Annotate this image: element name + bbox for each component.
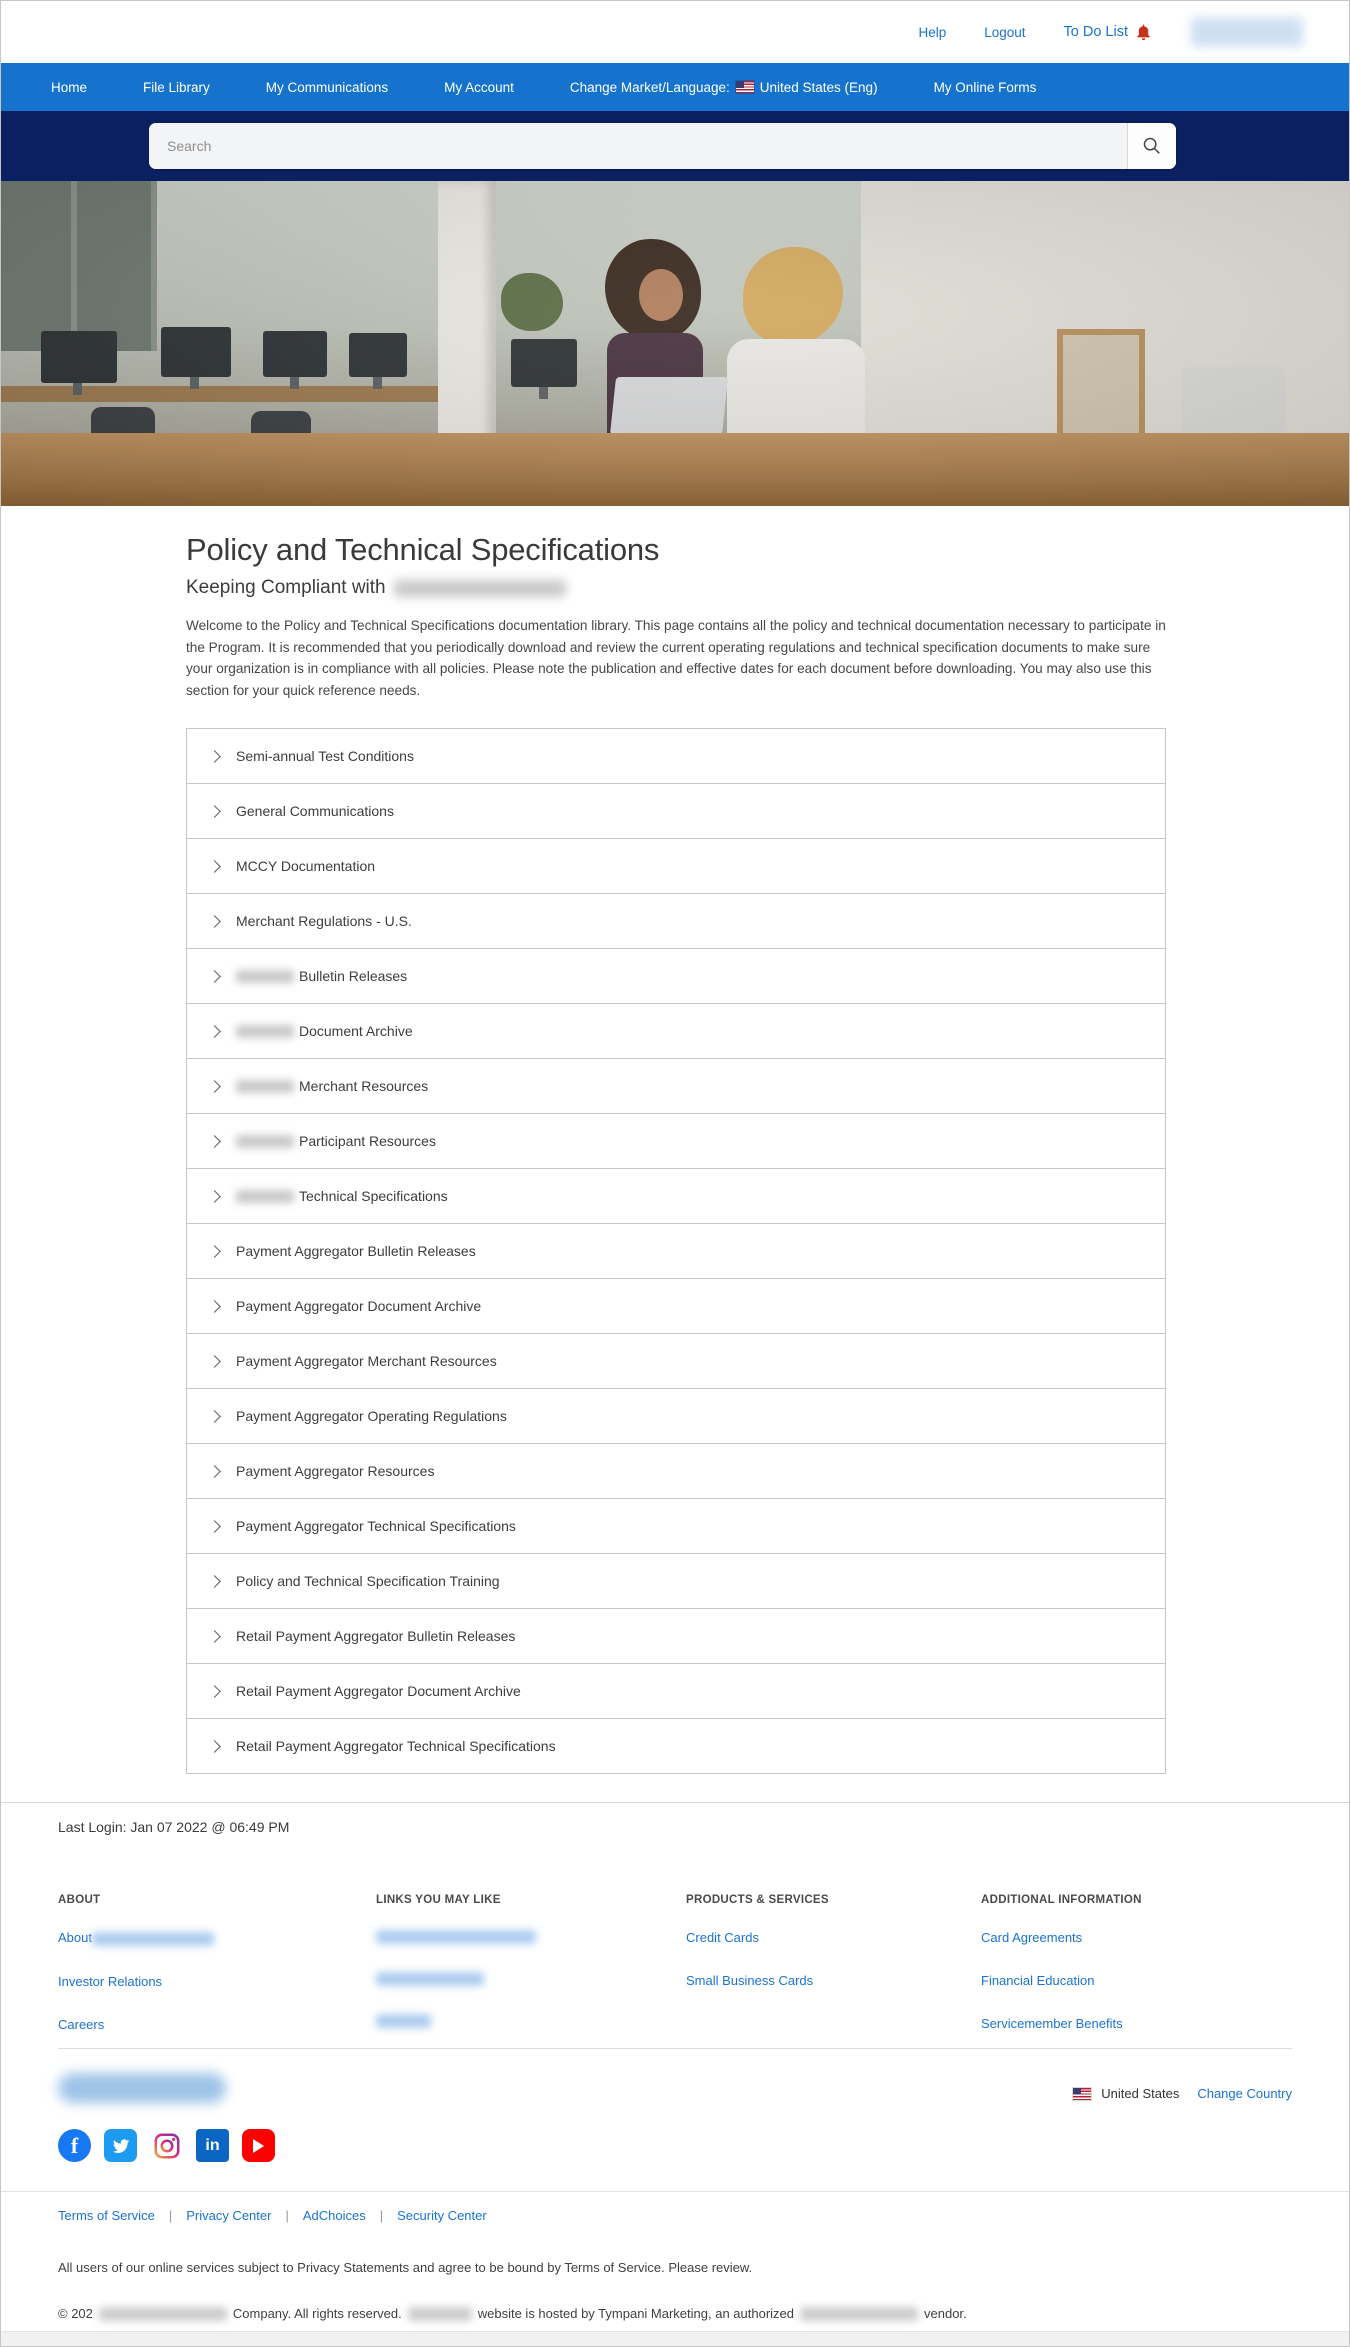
- footer-column: [376, 1894, 536, 2056]
- footer-column-heading: ABOUT: [58, 1894, 101, 1906]
- accordion-item[interactable]: [187, 894, 1165, 949]
- logout-link[interactable]: Logout: [984, 24, 1026, 40]
- accordion-item-label: [236, 1298, 481, 1314]
- legal-links-row: [58, 2208, 487, 2223]
- accordion-item[interactable]: [187, 1169, 1165, 1224]
- accordion-item-text: Participant Resources: [299, 1133, 436, 1149]
- chevron-right-icon: [208, 1355, 221, 1368]
- accordion-item-text: General Communications: [236, 803, 394, 819]
- chevron-right-icon: [208, 1080, 221, 1093]
- main-navbar: [1, 63, 1349, 111]
- company-logo-redacted[interactable]: [58, 2073, 226, 2103]
- chevron-right-icon: [208, 1245, 221, 1258]
- redacted-program-name: [394, 580, 566, 597]
- accordion-item[interactable]: [187, 949, 1165, 1004]
- change-country-link[interactable]: Change Country: [1197, 2086, 1292, 2101]
- redacted-text: [236, 1025, 294, 1038]
- search-box: [149, 123, 1176, 169]
- footer-link[interactable]: Servicemember Benefits: [981, 2016, 1123, 2031]
- copyright-line: [58, 2306, 967, 2321]
- footer-link[interactable]: [58, 1930, 214, 1946]
- accordion-item[interactable]: [187, 1444, 1165, 1499]
- chevron-right-icon: [208, 1190, 221, 1203]
- accordion-item[interactable]: [187, 784, 1165, 839]
- footer-column: [981, 1894, 1142, 2059]
- chevron-right-icon: [208, 1575, 221, 1588]
- instagram-icon[interactable]: [150, 2129, 183, 2162]
- chevron-right-icon: [208, 860, 221, 873]
- nav-file-library[interactable]: File Library: [143, 79, 210, 95]
- accordion-item-text: Payment Aggregator Document Archive: [236, 1298, 482, 1314]
- search-icon: [1141, 135, 1163, 157]
- accordion-item[interactable]: [187, 1719, 1165, 1773]
- legal-link-separator: |: [285, 2208, 289, 2223]
- accordion-item-label: [236, 1463, 434, 1479]
- accordion-item-label: [236, 1628, 515, 1644]
- search-button[interactable]: [1127, 123, 1176, 169]
- copyright-text: © 202: [58, 2306, 93, 2321]
- footer-link[interactable]: Card Agreements: [981, 1930, 1083, 1945]
- redacted-text: [376, 1930, 536, 1944]
- footer-column-heading: LINKS YOU MAY LIKE: [376, 1894, 501, 1906]
- accordion-item-label: [236, 1078, 428, 1094]
- subtitle-text: Keeping Compliant with: [186, 577, 386, 598]
- accordion-item[interactable]: [187, 729, 1165, 784]
- accordion-item-text: Semi-annual Test Conditions: [236, 748, 414, 764]
- footer-link[interactable]: Financial Education: [981, 1973, 1095, 1988]
- footer-link[interactable]: Investor Relations: [58, 1973, 163, 1989]
- accordion-item-label: [236, 1408, 507, 1424]
- accordion-item[interactable]: [187, 1224, 1165, 1279]
- accordion-item[interactable]: [187, 1059, 1165, 1114]
- twitter-icon[interactable]: [104, 2129, 137, 2162]
- todo-list-link[interactable]: [1064, 23, 1153, 42]
- redacted-text: [99, 2307, 227, 2321]
- chevron-right-icon: [208, 1300, 221, 1313]
- nav-my-online-forms[interactable]: My Online Forms: [933, 79, 1037, 95]
- redacted-text: [800, 2307, 918, 2321]
- top-utility-bar: [1, 1, 1349, 63]
- nav-my-account[interactable]: My Account: [444, 79, 514, 95]
- legal-link[interactable]: Security Center: [397, 2208, 487, 2223]
- accordion-item[interactable]: [187, 1114, 1165, 1169]
- accordion-item-text: Merchant Regulations - U.S.: [236, 913, 412, 929]
- accordion-item-label: [236, 1573, 500, 1589]
- redacted-text: [236, 1080, 294, 1093]
- footer-link[interactable]: Careers: [58, 2016, 105, 2032]
- accordion-item-label: [236, 748, 414, 764]
- accordion-item[interactable]: [187, 1004, 1165, 1059]
- accordion-item-text: Merchant Resources: [299, 1078, 429, 1094]
- accordion-item-label: [236, 968, 407, 984]
- bottom-strip: [1, 2331, 1349, 2346]
- hero-photo: [1, 181, 1349, 506]
- chevron-right-icon: [208, 750, 221, 763]
- footer-link[interactable]: Small Business Cards: [686, 1973, 814, 1988]
- divider: [1, 1802, 1349, 1803]
- chevron-right-icon: [208, 1465, 221, 1478]
- market-label: Change Market/Language:: [569, 79, 730, 95]
- accordion-item-text: Payment Aggregator Technical Specifications: [236, 1518, 516, 1534]
- country-selector-row: [1073, 2086, 1292, 2101]
- accordion-item-text: Payment Aggregator Operating Regulations: [236, 1408, 507, 1424]
- country-name: United States: [1101, 2086, 1180, 2101]
- market-value: United States (Eng): [759, 79, 878, 95]
- us-flag-icon: [736, 81, 754, 93]
- footer-link-redacted[interactable]: [376, 2014, 536, 2028]
- accordion-item-label: [236, 1243, 476, 1259]
- accordion-item-text: Payment Aggregator Bulletin Releases: [236, 1243, 476, 1259]
- last-login-text: Last Login: Jan 07 2022 @ 06:49 PM: [58, 1819, 290, 1835]
- chevron-right-icon: [208, 1135, 221, 1148]
- accordion-item-text: Payment Aggregator Merchant Resources: [236, 1353, 497, 1369]
- legal-link[interactable]: Privacy Center: [186, 2208, 272, 2223]
- legal-link-separator: |: [168, 2208, 173, 2223]
- accordion-item-text: Bulletin Releases: [299, 968, 408, 984]
- facebook-icon[interactable]: f: [58, 2129, 91, 2162]
- accordion: [186, 728, 1166, 1774]
- accordion-item-label: [236, 1518, 516, 1534]
- chevron-right-icon: [208, 1410, 221, 1423]
- chevron-right-icon: [208, 1685, 221, 1698]
- copyright-text: vendor.: [924, 2306, 967, 2321]
- footer-link-label: About: [58, 1930, 92, 1945]
- footer-link[interactable]: Credit Cards: [686, 1930, 759, 1945]
- accordion-item-text: Retail Payment Aggregator Document Archive: [236, 1683, 521, 1699]
- linkedin-icon[interactable]: in: [196, 2129, 229, 2162]
- accordion-item-label: [236, 1683, 521, 1699]
- copyright-text: website is hosted by Tympani Marketing, an authorized: [477, 2306, 794, 2321]
- footer-link-redacted[interactable]: [376, 1972, 536, 1986]
- nav-home[interactable]: Home: [51, 79, 88, 95]
- chevron-right-icon: [208, 970, 221, 983]
- accordion-item-text: Retail Payment Aggregator Bulletin Releases: [236, 1628, 516, 1644]
- chevron-right-icon: [208, 1630, 221, 1643]
- accordion-item-label: [236, 913, 412, 929]
- accordion-item[interactable]: [187, 1389, 1165, 1444]
- accordion-item-label: [236, 803, 394, 819]
- footer-link-redacted[interactable]: [376, 1930, 536, 1944]
- accordion-item[interactable]: [187, 1554, 1165, 1609]
- accordion-item[interactable]: [187, 839, 1165, 894]
- redacted-text: [408, 2307, 472, 2321]
- legal-link[interactable]: AdChoices: [302, 2208, 366, 2223]
- copyright-text: Company. All rights reserved.: [232, 2306, 402, 2321]
- accordion-item[interactable]: [187, 1334, 1165, 1389]
- redacted-text: [236, 1190, 294, 1203]
- accordion-item-text: Retail Payment Aggregator Technical Specifications: [236, 1738, 556, 1754]
- page-subtitle: [186, 577, 566, 599]
- accordion-item[interactable]: [187, 1664, 1165, 1719]
- page-title: Policy and Technical Specifications: [186, 532, 660, 567]
- youtube-icon[interactable]: [242, 2129, 275, 2162]
- divider: [58, 2048, 1292, 2049]
- accordion-item-label: [236, 1353, 497, 1369]
- accordion-item-label: [236, 858, 375, 874]
- legal-notice: All users of our online services subject to Privacy Statements and agree to be bound by Terms of Service. Please review.: [58, 2260, 753, 2275]
- chevron-right-icon: [208, 915, 221, 928]
- search-input[interactable]: [149, 123, 1127, 169]
- user-account-button-redacted[interactable]: [1191, 17, 1303, 47]
- accordion-item-text: Payment Aggregator Resources: [236, 1463, 435, 1479]
- footer-column: [686, 1894, 829, 2016]
- legal-link-separator: |: [379, 2208, 384, 2223]
- search-band: [1, 111, 1349, 181]
- social-icons-row: [58, 2129, 275, 2162]
- redacted-text: [92, 1932, 214, 1946]
- accordion-item-label: [236, 1188, 448, 1204]
- chevron-right-icon: [208, 1740, 221, 1753]
- chevron-right-icon: [208, 1520, 221, 1533]
- legal-link[interactable]: Terms of Service: [58, 2208, 155, 2223]
- intro-paragraph: Welcome to the Policy and Technical Specifications documentation library. This page contains all the policy and technical documentation necessary to participate in the Program. It is recommended that you periodically download and review the current operating regulations and technical specification documents to make sure your organization is in compliance with all policies. Please note the publication and effective dates for each document before downloading. You may also use this section for your quick reference needs.: [186, 618, 1166, 698]
- footer-column: [58, 1894, 214, 2060]
- footer-column-heading: PRODUCTS & SERVICES: [686, 1894, 829, 1906]
- accordion-item[interactable]: [187, 1279, 1165, 1334]
- redacted-text: [236, 1135, 294, 1148]
- accordion-item[interactable]: [187, 1609, 1165, 1664]
- divider: [1, 2191, 1349, 2192]
- redacted-text: [236, 970, 294, 983]
- bell-icon: [1134, 23, 1153, 42]
- accordion-item-label: [236, 1023, 413, 1039]
- chevron-right-icon: [208, 805, 221, 818]
- redacted-text: [376, 2014, 431, 2028]
- accordion-item-label: [236, 1738, 556, 1754]
- nav-my-communications[interactable]: My Communications: [265, 79, 389, 95]
- accordion-item-text: Technical Specifications: [299, 1188, 448, 1204]
- footer-column-heading: ADDITIONAL INFORMATION: [981, 1894, 1142, 1906]
- nav-change-market-language[interactable]: [570, 80, 878, 95]
- accordion-item-text: Policy and Technical Specification Training: [236, 1573, 500, 1589]
- todo-list-label: To Do List: [1063, 24, 1128, 40]
- accordion-item[interactable]: [187, 1499, 1165, 1554]
- us-flag-icon: [1073, 2088, 1091, 2100]
- accordion-item-text: Document Archive: [299, 1023, 413, 1039]
- help-link[interactable]: Help: [918, 24, 947, 40]
- accordion-item-text: MCCY Documentation: [236, 858, 376, 874]
- redacted-text: [376, 1972, 484, 1986]
- chevron-right-icon: [208, 1025, 221, 1038]
- accordion-item-label: [236, 1133, 436, 1149]
